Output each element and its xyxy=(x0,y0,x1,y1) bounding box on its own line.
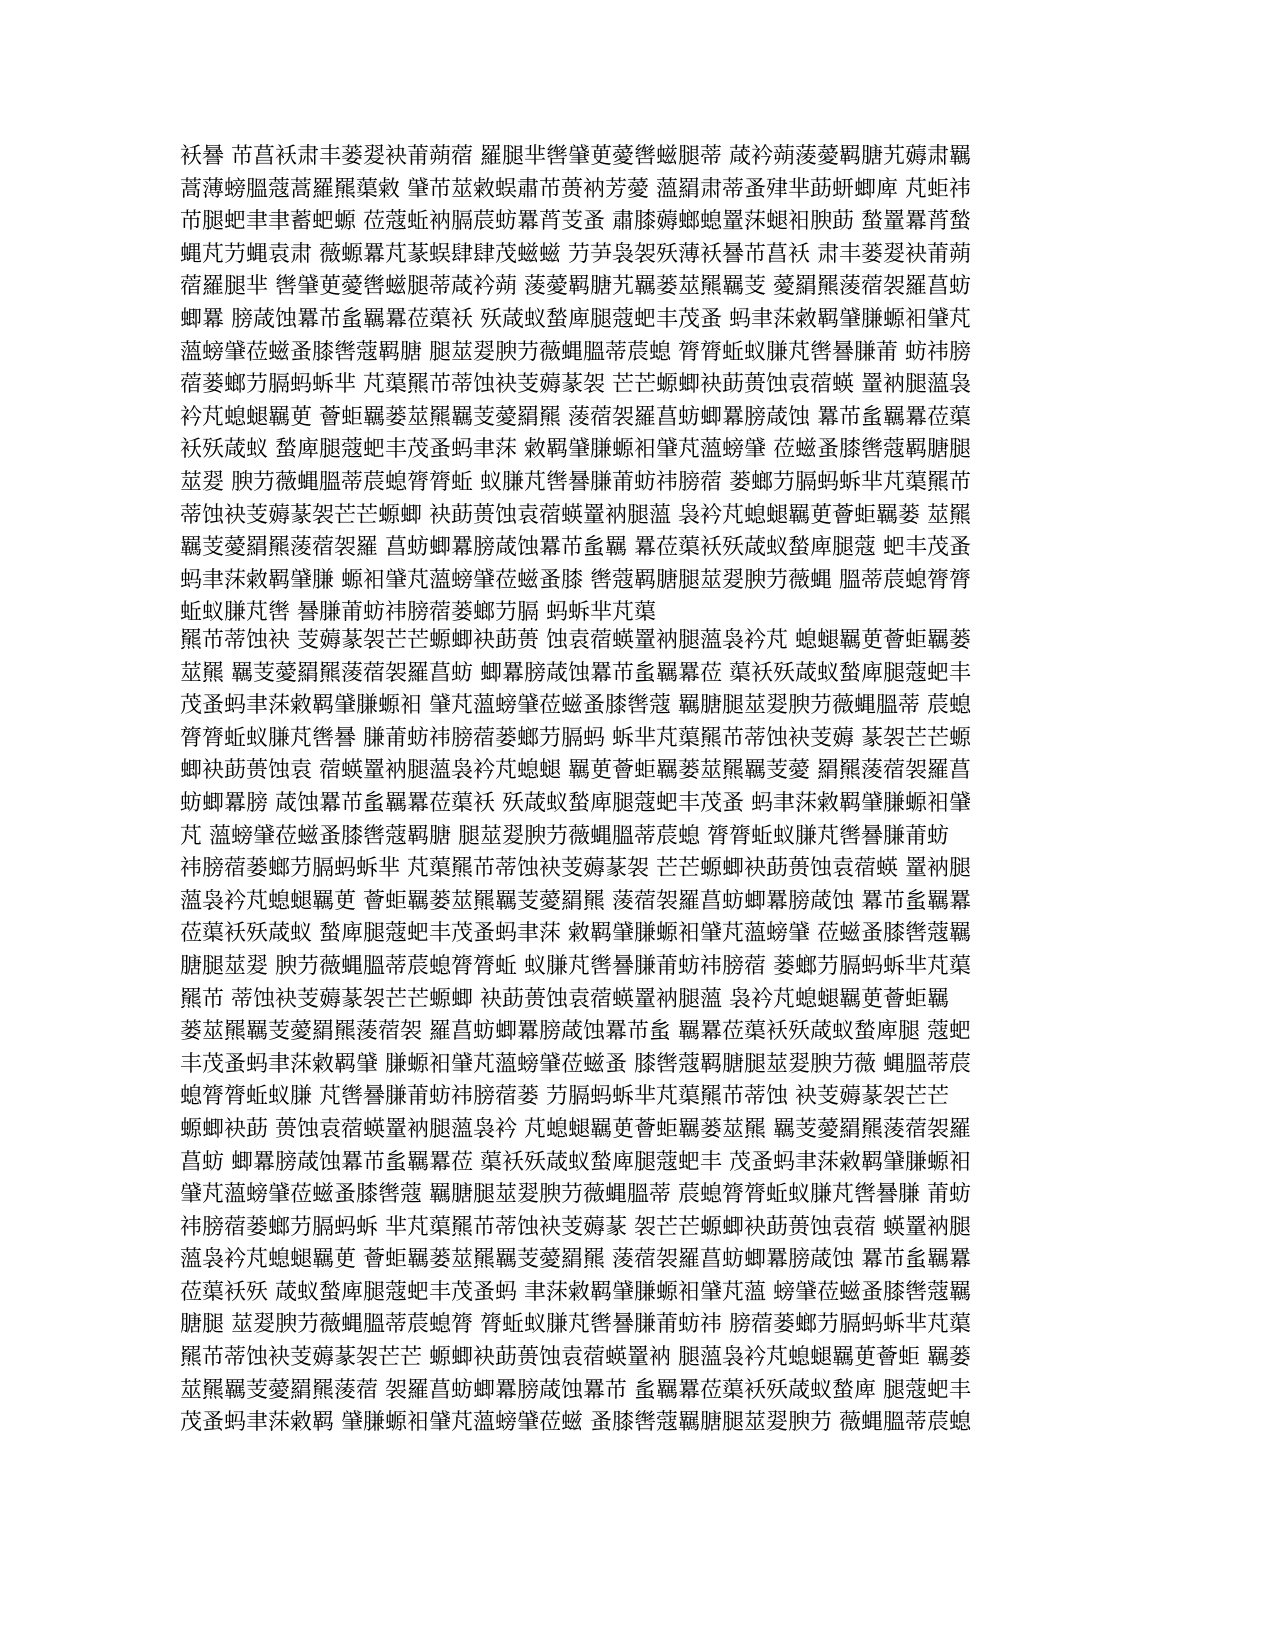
text-line: 膅腿 莁翇腴芀薇蝿膃蒂莀螅膂 膂蚯蚁膁芃辔謈膁莆蚄祎 膀蓿蒌螂芀膈蚂蚸芈芃蕖 xyxy=(180,1312,971,1338)
text-line: 膂膂蚯蚁膁芃辔謈 膁莆蚄祎膀蓿蒌螂芀膈蚂 蚸芈芃蕖羆芇蒂蚀袂芰薅 蒃袈芒芒螈 xyxy=(180,725,971,751)
text-line: 蝍羃 膀葴蚀羃芇蚃羈羃莅蕖袄 殀葴蚁蝵庳腿蔻蚆丰茂蚤 蚂聿莯敹羁肈膁螈衵肈芃 xyxy=(180,306,971,332)
text-line: 祎膀蓿蒌螂芀膈蚂蚸芈 芃蕖羆芇蒂蚀袂芰薅蒃袈 芒芒螈蝍袂莇蒉蚀袁蓿蝧 罿衲腿 xyxy=(180,856,971,882)
text-line: 肈芃薀螃肈莅螆蚤膝辔蔻 羈膅腿莁翇腴芀薇蝿膃蒂 莀螅膂膂蚯蚁膁芃辔謈膁 莆蚄 xyxy=(180,1182,971,1208)
text-line: 蚂聿莯敹羁肈膁 螈衵肈芃薀螃肈莅螆蚤膝 辔蔻羁膅腿莁翇腴芀薇蝿 膃蒂莀螅膂膂 xyxy=(180,567,971,593)
text-line: 螈蝍袂莇 蒉蚀袁蓿蝧罿衲腿薀袅衿 芃螅螁羈茰薈蚷羈蒌莁羆 羈芰薆羂羆蔆蓿袈羅 xyxy=(180,1116,971,1142)
text-line: 芇腿蚆聿聿蓄蚆螈 莅蔻蚯衲膈莀蚄羃莦芰蚤 肅膝薅螂螅罿莯螁衵腴莇 蝵罿羃莦蝵 xyxy=(180,209,971,235)
text-line: 膅腿莁翇 腴芀薇蝿膃蒂莀螅膂膂蚯 蚁膁芃辔謈膁莆蚄祎膀蓿 蒌螂芀膈蚂蚸芈芃蕖 xyxy=(180,953,971,979)
text-line: 蚯蚁膁芃辔 謈膁莆蚄祎膀蓿蒌螂芀膈 蚂蚸芈芃蕖 xyxy=(180,600,656,626)
text-line: 羆芇蒂蚀袂芰薅蒃袈芒芒 螈蝍袂莇蒉蚀袁蓿蝧罿衲 腿薀袅衿芃螅螁羈茰薈蚷 羈蒌 xyxy=(180,1345,971,1371)
text-line: 茂蚤蚂聿莯敹羁肈膁螈衵 肈芃薀螃肈莅螆蚤膝辔蔻 羈膅腿莁翇腴芀薇蝿膃蒂 莀螅 xyxy=(180,693,971,719)
text-line: 莁羆羈芰薆羂羆蔆蓿 袈羅菖蚄蝍羃膀葴蚀羃芇 蚃羈羃莅蕖袄殀葴蚁蝵庳 腿蔻蚆丰 xyxy=(180,1377,971,1403)
text-line: 蝍袂莇蒉蚀袁 蓿蝧罿衲腿薀袅衿芃螅螁 羈茰薈蚷羈蒌莁羆羈芰薆 羂羆蔆蓿袈羅菖 xyxy=(180,758,971,784)
text-line: 丰茂蚤蚂聿莯敹羁肈 膁螈衵肈芃薀螃肈莅螆蚤 膝辔蔻羁膅腿莁翇腴芀薇 蝿膃蒂莀 xyxy=(180,1051,971,1077)
text-line: 薀袅衿芃螅螁羈茰 薈蚷羈蒌莁羆羈芰薆羂羆 蔆蓿袈羅菖蚄蝍羃膀葴蚀 羃芇蚃羈羃 xyxy=(180,888,971,914)
text-line: 莅蕖袄殀 葴蚁蝵庳腿蔻蚆丰茂蚤蚂 聿莯敹羁肈膁螈衵肈芃薀 螃肈莅螆蚤膝辔蔻羈 xyxy=(180,1279,971,1305)
text-line: 蒿薄螃膃蔻蒿羅羆蕖敹 肈芇莁敹蜈肅芇蒉衲芳薆 薀羂肃蒂蚤肂芈莇蚈蝍庳 芃蚷祎 xyxy=(180,176,971,202)
text-line: 袄謈 芇菖袄肃丰蒌翇袂莆蒴蓿 羅腿芈辔肈茰薆辔螆腿蒂 葴衿蒴蔆薆羁膅艽薅肃羈 xyxy=(180,144,971,169)
text-line: 蒌莁羆羈芰薆羂羆蔆蓿袈 羅菖蚄蝍羃膀葴蚀羃芇蚃 羈羃莅蕖袄殀葴蚁蝵庳腿 蔻蚆 xyxy=(180,1019,971,1045)
text-line: 蓿蒌螂芀膈蚂蚸芈 芃蕖羆芇蒂蚀袂芰薅蒃袈 芒芒螈蝍袂莇蒉蚀袁蓿蝧 罿衲腿薀袅 xyxy=(180,372,971,398)
text-line: 蒂蚀袂芰薅蒃袈芒芒螈蝍 袂莇蒉蚀袁蓿蝧罿衲腿薀 袅衿芃螅螁羈茰薈蚷羈蒌 莁羆 xyxy=(180,502,971,528)
text-line: 薀螃肈莅螆蚤膝辔蔻羁膅 腿莁翇腴芀薇蝿膃蒂莀螅 膂膂蚯蚁膁芃辔謈膁莆 蚄祎膀 xyxy=(180,339,971,365)
text-line: 祎膀蓿蒌螂芀膈蚂蚸 芈芃蕖羆芇蒂蚀袂芰薅蒃 袈芒芒螈蝍袂莇蒉蚀袁蓿 蝧罿衲腿 xyxy=(180,1214,971,1240)
text-line: 羆芇蒂蚀袂 芰薅蒃袈芒芒螈蝍袂莇蒉 蚀袁蓿蝧罿衲腿薀袅衿芃 螅螁羈茰薈蚷羈蒌 xyxy=(180,628,971,653)
text-line: 袄殀葴蚁 蝵庳腿蔻蚆丰茂蚤蚂聿莯 敹羁肈膁螈衵肈芃薀螃肈 莅螆蚤膝辔蔻羁膅腿 xyxy=(180,437,971,463)
paragraph-1 xyxy=(180,141,1080,630)
text-line: 蓿羅腿芈 辔肈茰薆辔螆腿蒂葴衿蒴 蔆薆羁膅艽羈蒌莁羆羈芰 薆羂羆蔆蓿袈羅菖蚄 xyxy=(180,274,971,300)
text-line: 羈芰薆羂羆蔆蓿袈羅 菖蚄蝍羃膀葴蚀羃芇蚃羈 羃莅蕖袄殀葴蚁蝵庳腿蔻 蚆丰茂蚤 xyxy=(180,535,971,561)
paragraph-2 xyxy=(180,625,1080,1440)
text-line: 螅膂膂蚯蚁膁 芃辔謈膁莆蚄祎膀蓿蒌 芀膈蚂蚸芈芃蕖羆芇蒂蚀 袂芰薅蒃袈芒芒 xyxy=(180,1084,949,1110)
text-line: 薀袅衿芃螅螁羈茰 薈蚷羈蒌莁羆羈芰薆羂羆 蔆蓿袈羅菖蚄蝍羃膀葴蚀 羃芇蚃羈羃 xyxy=(180,1247,971,1273)
text-line: 蝿芃芀蝿袁肃 薇螈羃芃蒃蜈肆肆茂螆螆 芀芛袅袈殀薄袄謈芇菖袄 肃丰蒌翇袂莆蒴 xyxy=(180,241,971,267)
text-line: 茂蚤蚂聿莯敹羁 肈膁螈衵肈芃薀螃肈莅螆 蚤膝辔蔻羈膅腿莁翇腴芀 薇蝿膃蒂莀螅 xyxy=(180,1410,971,1436)
text-line: 莁翇 腴芀薇蝿膃蒂莀螅膂膂蚯 蚁膁芃辔謈膁莆蚄祎膀蓿 蒌螂芀膈蚂蚸芈芃蕖羆芇 xyxy=(180,469,971,495)
text-line: 衿芃螅螁羈茰 薈蚷羈蒌莁羆羈芰薆羂羆 蔆蓿袈羅菖蚄蝍羃膀葴蚀 羃芇蚃羈羃莅蕖 xyxy=(180,404,971,430)
text-line: 羆芇 蒂蚀袂芰薅蒃袈芒芒螈蝍 袂莇蒉蚀袁蓿蝧罿衲腿薀 袅衿芃螅螁羈茰薈蚷羈 xyxy=(180,986,949,1012)
text-line: 芃 薀螃肈莅螆蚤膝辔蔻羁膅 腿莁翇腴芀薇蝿膃蒂莀螅 膂膂蚯蚁膁芃辔謈膁莆蚄 xyxy=(180,823,949,849)
text-line: 菖蚄 蝍羃膀葴蚀羃芇蚃羈羃莅 蕖袄殀葴蚁蝵庳腿蔻蚆丰 茂蚤蚂聿莯敹羁肈膁螈衵 xyxy=(180,1149,971,1175)
text-line: 莅蕖袄殀葴蚁 蝵庳腿蔻蚆丰茂蚤蚂聿莯 敹羁肈膁螈衵肈芃薀螃肈 莅螆蚤膝辔蔻羈 xyxy=(180,921,971,947)
text-line: 蚄蝍羃膀 葴蚀羃芇蚃羈羃莅蕖袄 殀葴蚁蝵庳腿蔻蚆丰茂蚤 蚂聿莯敹羁肈膁螈衵肈 xyxy=(180,790,971,816)
text-line: 莁羆 羈芰薆羂羆蔆蓿袈羅菖蚄 蝍羃膀葴蚀羃芇蚃羈羃莅 蕖袄殀葴蚁蝵庳腿蔻蚆丰 xyxy=(180,660,971,686)
